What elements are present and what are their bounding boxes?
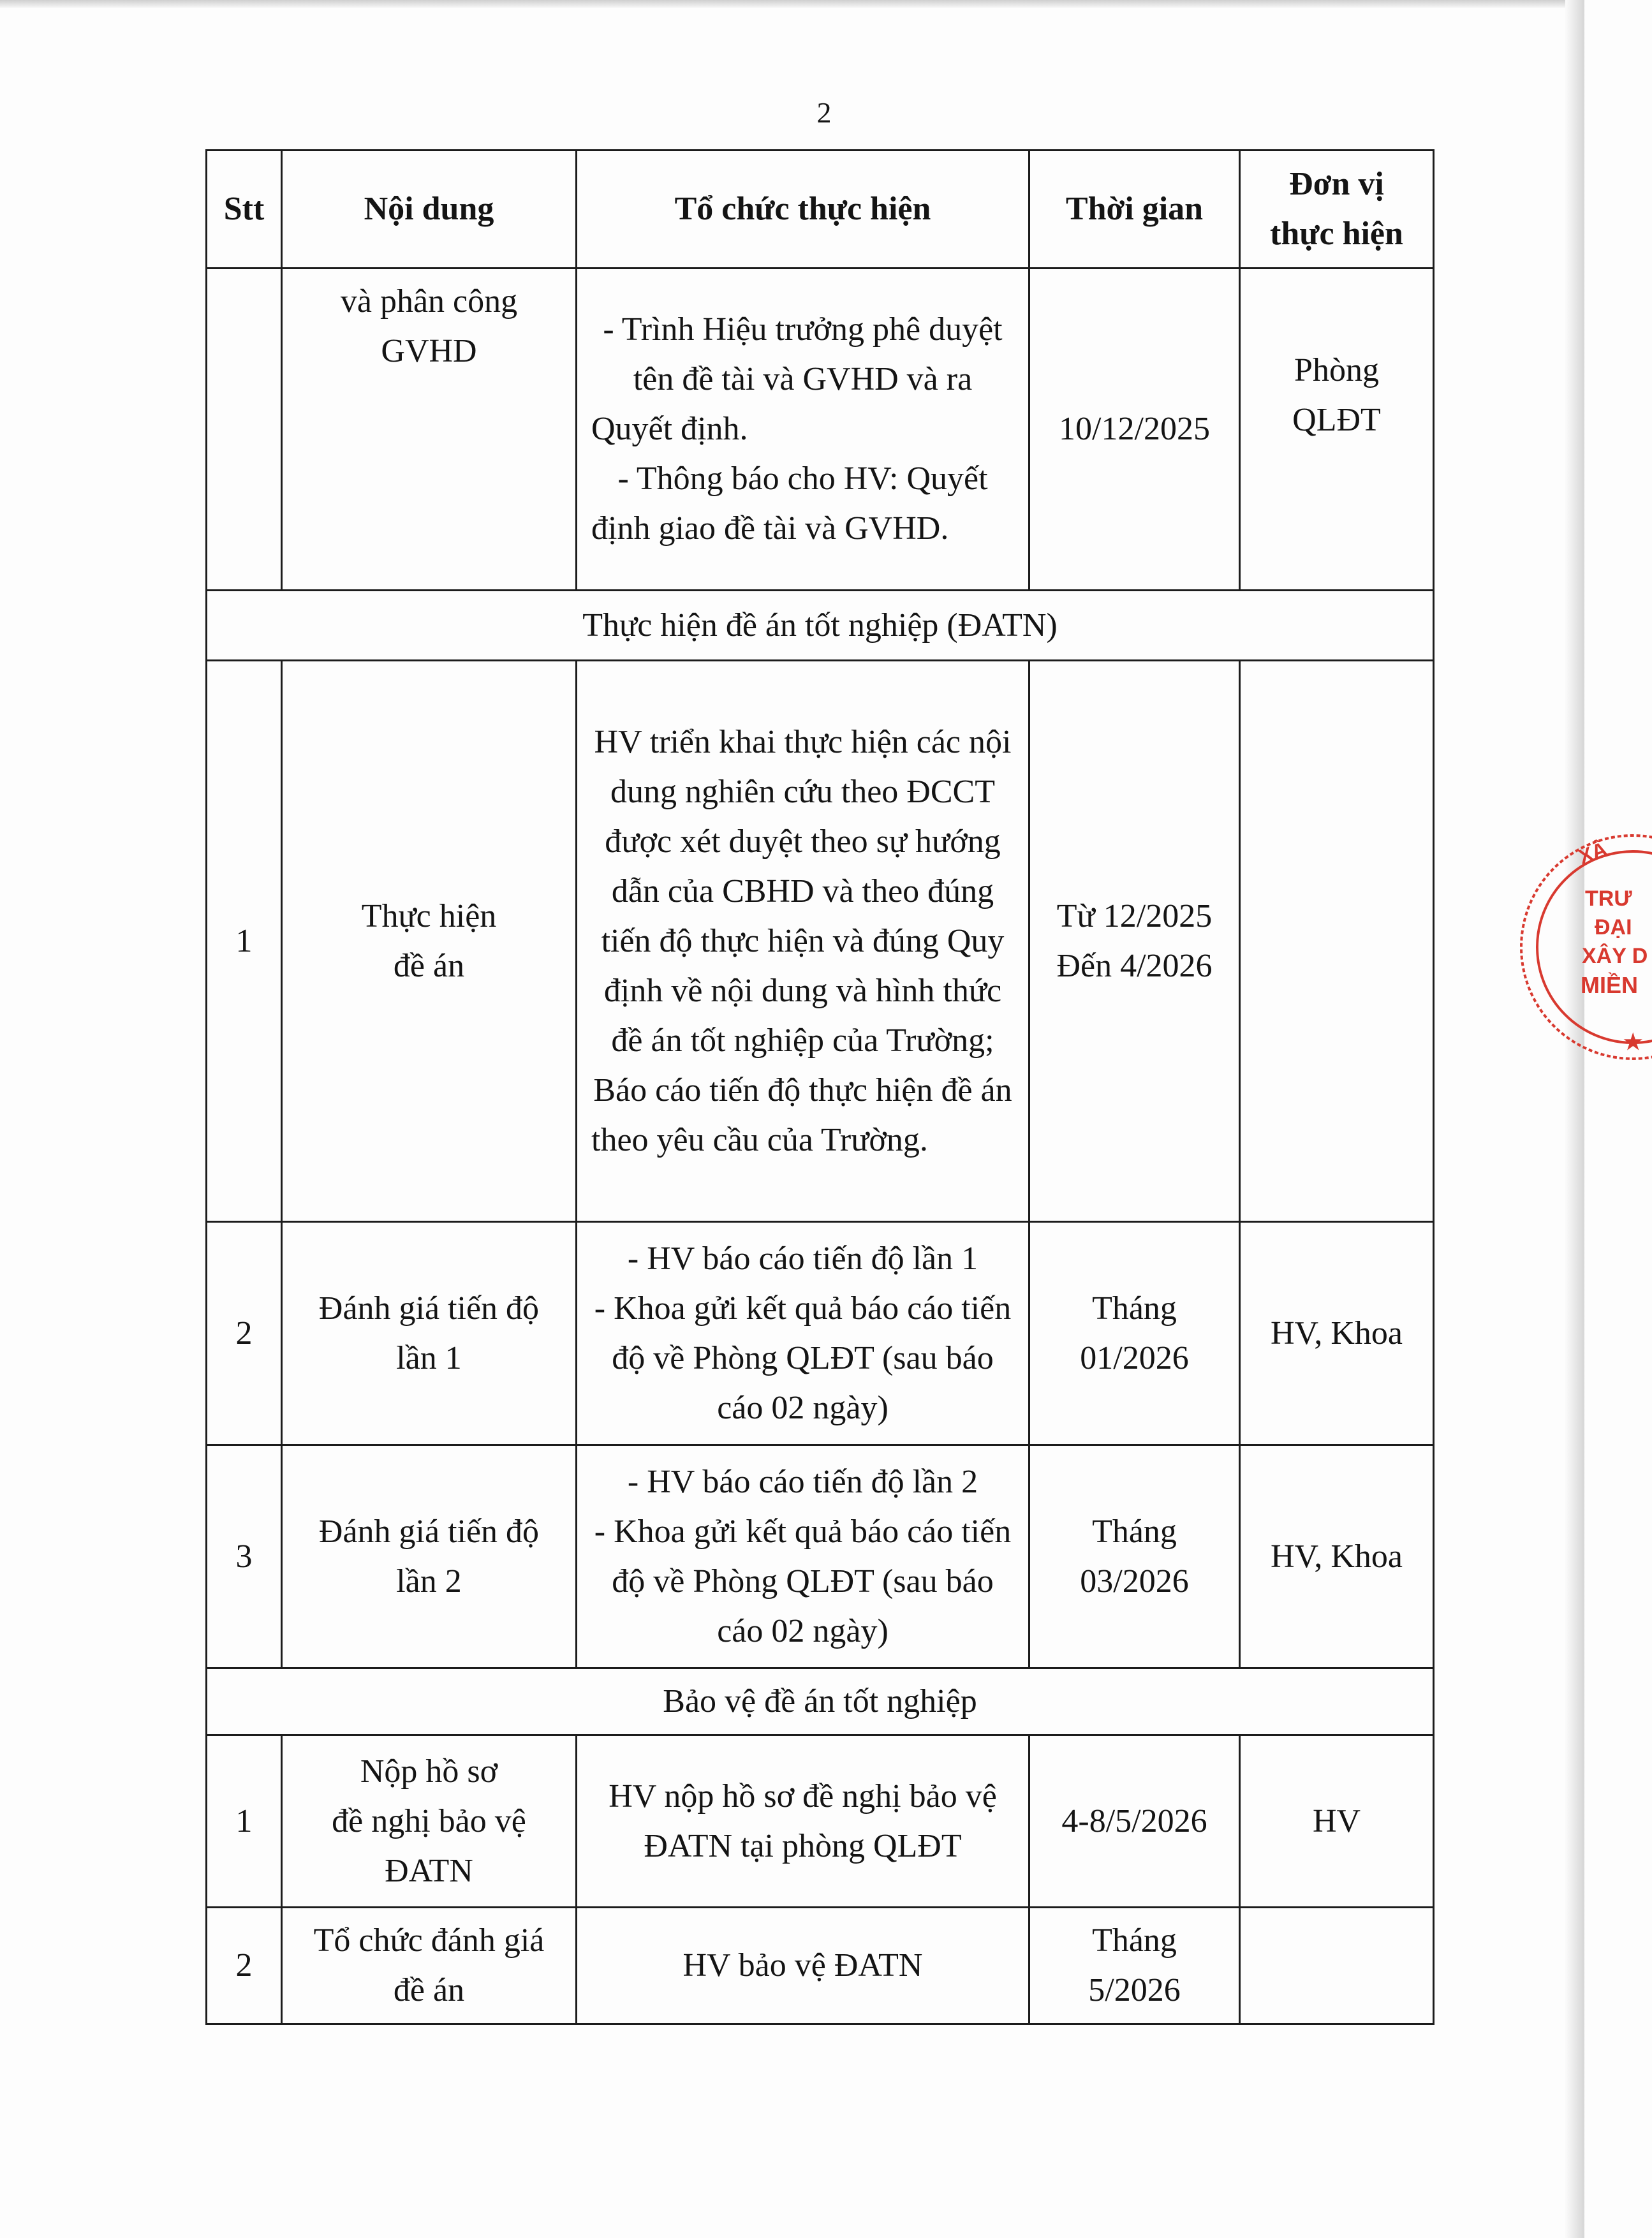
stamp-star: ★ (1623, 1030, 1643, 1054)
text-paragraph: - Khoa gửi kết quả báo cáo tiến độ về Phòng QLĐT (sau báo cáo 02 ngày) (594, 1290, 1012, 1426)
text-line: đề nghị bảo vệ (332, 1802, 526, 1839)
stamp-text: ĐẠI (1595, 915, 1632, 939)
scan-top-edge (0, 0, 1584, 8)
stamp-text: TRƯ (1585, 887, 1632, 911)
cell-noi-dung (282, 1445, 577, 1668)
cell-don-vi (1240, 269, 1434, 591)
cell-thoi-gian (1029, 661, 1240, 1222)
text-line: Tháng (1092, 1290, 1177, 1327)
cell-noi-dung (282, 1735, 577, 1908)
text-line: lần 1 (396, 1339, 462, 1376)
text-paragraph: HV bảo vệ ĐATN (682, 1947, 923, 1984)
header-don-vi-line2: thực hiện (1270, 216, 1403, 252)
text-paragraph: HV triển khai thực hiện các nội dung nghiên cứu theo ĐCCT được xét duyệt theo sự hướng dẫn của CBHD và theo đúng tiến độ thực hiện và đúng Quy định về nội dung và hình thức đề án tốt nghiệp của Trường; Báo cáo tiến độ thực hiện đề án theo yêu cầu của Trường. (591, 723, 1012, 1158)
cell-thoi-gian: 10/12/2025 (1029, 269, 1240, 591)
text-line: đề án (393, 1972, 465, 2008)
cell-stt: 1 (207, 661, 282, 1222)
schedule-table (205, 149, 1434, 2025)
header-don-vi-line1: Đơn vị (1289, 166, 1384, 202)
text-paragraph: HV nộp hồ sơ đề nghị bảo vệ ĐATN tại phòng QLĐT (608, 1778, 997, 1864)
text-line: Đánh giá tiến độ (318, 1513, 540, 1550)
text-line: 01/2026 (1080, 1339, 1189, 1376)
page-number: 2 (816, 96, 832, 129)
scan-right-edge (1565, 0, 1584, 2238)
cell-noi-dung (282, 661, 577, 1222)
cell-to-chuc (577, 1222, 1029, 1445)
text-line: 03/2026 (1080, 1563, 1189, 1600)
cell-thoi-gian (1029, 1445, 1240, 1668)
cell-to-chuc (577, 1908, 1029, 2024)
cell-stt: 1 (207, 1735, 282, 1908)
table-row (207, 1222, 1434, 1445)
cell-to-chuc (577, 661, 1029, 1222)
header-stt: Stt (207, 151, 282, 269)
header-thoi-gian: Thời gian (1029, 151, 1240, 269)
cell-don-vi: HV, Khoa (1240, 1222, 1434, 1445)
cell-noi-dung (282, 1222, 577, 1445)
text-line: Tháng (1092, 1513, 1177, 1550)
stamp-text: XÂ (1575, 837, 1611, 869)
stamp-text: XÂY D (1582, 944, 1648, 968)
cell-don-vi: HV, Khoa (1240, 1445, 1434, 1668)
text-paragraph: - HV báo cáo tiến độ lần 2 (627, 1463, 978, 1500)
section-title-bao-ve: Bảo vệ đề án tốt nghiệp (207, 1668, 1434, 1735)
cell-stt: 2 (207, 1908, 282, 2024)
cell-to-chuc (577, 1735, 1029, 1908)
table-row (207, 661, 1434, 1222)
red-seal-stamp (1486, 820, 1652, 1087)
section-row (207, 591, 1434, 661)
cell-don-vi (1240, 661, 1434, 1222)
text-paragraph: - Khoa gửi kết quả báo cáo tiến độ về Phòng QLĐT (sau báo cáo 02 ngày) (594, 1513, 1012, 1649)
text-line: Tháng (1092, 1922, 1177, 1959)
header-to-chuc: Tổ chức thực hiện (577, 151, 1029, 269)
section-row (207, 1668, 1434, 1735)
cell-don-vi (1240, 1908, 1434, 2024)
text-line: và phân công (340, 283, 518, 320)
cell-thoi-gian (1029, 1735, 1240, 1908)
stamp-text: MIỀN (1581, 972, 1638, 998)
text-line: Đánh giá tiến độ (318, 1290, 540, 1327)
text-line: Thực hiện (361, 897, 497, 934)
section-title-thuc-hien: Thực hiện đề án tốt nghiệp (ĐATN) (207, 591, 1434, 661)
text-line: GVHD (381, 333, 477, 369)
text-line: Tổ chức đánh giá (313, 1922, 545, 1959)
header-don-vi (1240, 151, 1434, 269)
cell-noi-dung (282, 269, 577, 591)
text-paragraph: - Thông báo cho HV: Quyết định giao đề tài và GVHD. (591, 460, 988, 547)
cell-stt: 3 (207, 1445, 282, 1668)
cell-thoi-gian (1029, 1908, 1240, 2024)
table-row (207, 1445, 1434, 1668)
text-line: ĐATN (385, 1852, 473, 1889)
header-noi-dung: Nội dung (282, 151, 577, 269)
text-line: đề án (393, 947, 465, 984)
table-header-row (207, 151, 1434, 269)
text-line: Nộp hồ sơ (360, 1753, 498, 1790)
text-line: lần 2 (396, 1563, 462, 1600)
cell-noi-dung (282, 1908, 577, 2024)
text-line: Phòng (1294, 352, 1379, 388)
text-line: Đến 4/2026 (1056, 947, 1213, 984)
table-row (207, 1908, 1434, 2024)
table-row (207, 269, 1434, 591)
cell-stt: 2 (207, 1222, 282, 1445)
cell-to-chuc (577, 269, 1029, 591)
text-line: 4-8/5/2026 (1061, 1802, 1207, 1839)
text-line: 5/2026 (1088, 1972, 1181, 2008)
text-line: Từ 12/2025 (1056, 897, 1213, 934)
text-line: QLĐT (1292, 402, 1381, 438)
cell-thoi-gian (1029, 1222, 1240, 1445)
text-paragraph: - HV báo cáo tiến độ lần 1 (627, 1240, 978, 1277)
cell-don-vi: HV (1240, 1735, 1434, 1908)
text-paragraph: - Trình Hiệu trưởng phê duyệt tên đề tài và GVHD và ra Quyết định. (591, 311, 1003, 447)
table-row (207, 1735, 1434, 1908)
cell-to-chuc (577, 1445, 1029, 1668)
cell-stt (207, 269, 282, 591)
